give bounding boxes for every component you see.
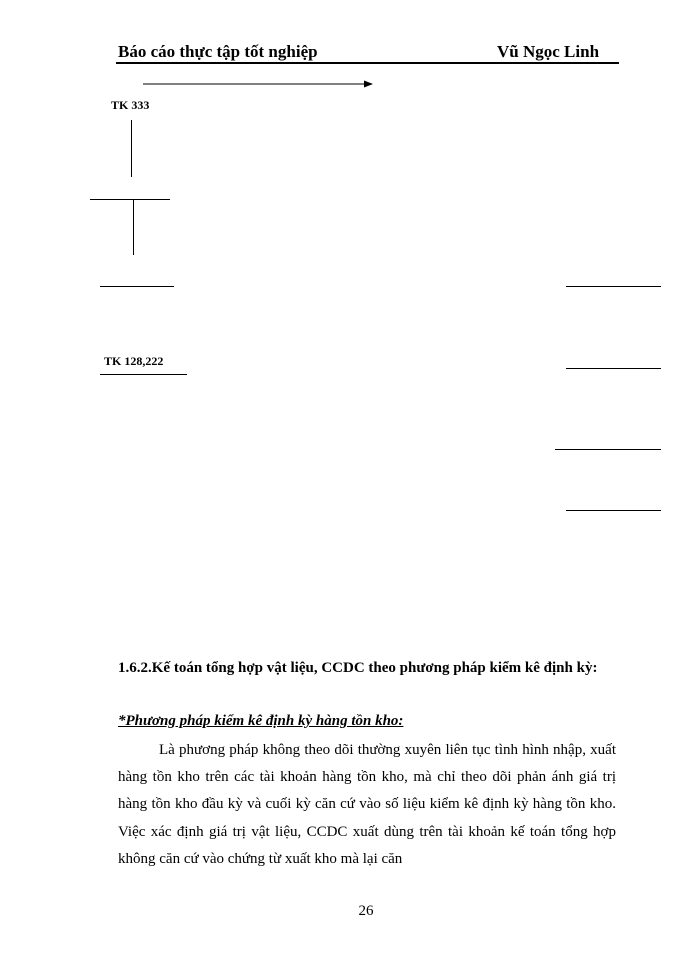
body-paragraph: Là phương pháp không theo dõi thường xuyên liên tục tình hình nhập, xuất hàng tồn kho trên các tài khoản hàng tồn kho, mà chỉ theo dõi phản ánh giá trị hàng tồn kho đầu kỳ và cuối kỳ căn cứ vào số liệu kiểm kê định kỳ hàng tồn kho. Việc xác định giá trị vật liệu, CCDC xuất dùng trên tài khoản kế toán tổng hợp không căn cứ vào chứng từ xuất kho mà lại căn	[118, 742, 616, 867]
t-account-stem-lower	[133, 199, 134, 255]
header-author-name: Vũ Ngọc Linh	[497, 42, 600, 61]
divider-line-left	[100, 286, 174, 287]
page-number: 26	[358, 903, 374, 919]
account-128-222-underline	[100, 374, 187, 375]
divider-line-right	[566, 368, 661, 369]
header-report-title: Báo cáo thực tập tốt nghiệp	[118, 42, 318, 61]
t-account-stem-upper	[131, 120, 132, 177]
account-label-333: TK 333	[111, 98, 150, 112]
divider-line-right	[566, 510, 661, 511]
section-subheading: *Phương pháp kiểm kê định kỳ hàng tồn kho:	[118, 713, 404, 729]
divider-line-right	[566, 286, 661, 287]
divider-line-right	[555, 449, 661, 450]
section-heading: 1.6.2.Kế toán tổng hợp vật liệu, CCDC theo phương pháp kiểm kê định kỳ:	[118, 660, 598, 676]
t-account-bar	[90, 199, 170, 200]
account-label-128-222: TK 128,222	[104, 354, 164, 368]
arrow-head	[364, 81, 373, 88]
